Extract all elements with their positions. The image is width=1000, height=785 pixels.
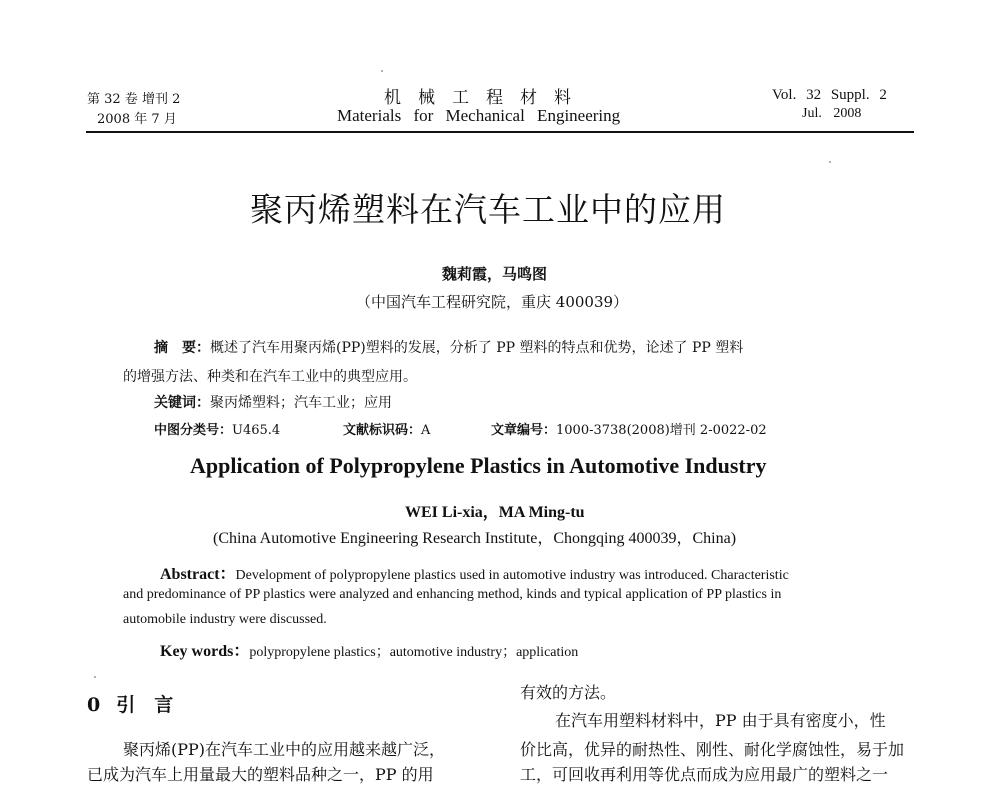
- body-right-line4: 工，可回收再利用等优点而成为应用最广的塑料之一: [520, 765, 889, 784]
- clc-value: U465.4: [232, 423, 281, 438]
- scan-speck: [829, 161, 831, 163]
- body-right-line1: 有效的方法。: [520, 683, 617, 702]
- keywords-cn-label: 关键词：: [154, 395, 210, 411]
- clc-label: 中图分类号：: [154, 423, 233, 438]
- keywords-en-label: Key words：: [160, 643, 250, 660]
- keywords-cn: [154, 392, 392, 412]
- classification-line: [154, 419, 767, 438]
- abstract-en-line1: [160, 561, 789, 584]
- date-en: Jul. 2008: [802, 106, 862, 121]
- volume-issue-en: Vol. 32 Suppl. 2: [772, 87, 887, 103]
- article-no-label: 文章编号：: [491, 423, 557, 438]
- doc-code-field: [343, 419, 491, 438]
- journal-title-cn: 机械工程材料: [384, 88, 588, 108]
- scan-speck: [94, 676, 96, 678]
- abstract-cn-line2: 的增强方法、种类和在汽车工业中的典型应用。: [123, 369, 417, 385]
- scan-speck: [381, 70, 383, 72]
- section-heading: [87, 690, 189, 717]
- doc-code-value: A: [421, 423, 431, 438]
- body-left-line1: 聚丙烯(PP)在汽车工业中的应用越来越广泛，: [123, 740, 446, 759]
- authors-cn: 魏莉霞，马鸣图: [442, 265, 548, 283]
- body-right-line2: 在汽车用塑料材料中，PP 由于具有密度小，性: [555, 711, 886, 730]
- paper-title-cn: 聚丙烯塑料在汽车工业中的应用: [250, 190, 726, 229]
- header-rule: [86, 131, 914, 133]
- affiliation-en: (China Automotive Engineering Research Institute，Chongqing 400039，China): [213, 530, 737, 547]
- abstract-en-label: Abstract：: [160, 566, 236, 583]
- clc-field: [154, 419, 343, 438]
- body-left-line2: 已成为汽车上用量最大的塑料品种之一，PP 的用: [87, 765, 434, 784]
- abstract-cn-text-1: 概述了汽车用聚丙烯(PP)塑料的发展，分析了 PP 塑料的特点和优势，论述了 PP 塑料: [210, 340, 744, 356]
- doc-code-label: 文献标识码：: [343, 423, 422, 438]
- keywords-en: [160, 638, 578, 661]
- volume-issue-cn: 第 32 卷 增刊 2: [87, 92, 181, 107]
- abstract-en-line2: and predominance of PP plastics were analyzed and enhancing method, kinds and typical application of PP plastics in: [123, 587, 782, 602]
- article-no-value: 1000-3738(2008)增刊 2-0022-02: [556, 423, 767, 438]
- journal-title-en: Materials for Mechanical Engineering: [337, 106, 621, 125]
- section-number: 0: [87, 694, 101, 716]
- abstract-en-line3: automobile industry were discussed.: [123, 612, 327, 627]
- paper-title-en: Application of Polypropylene Plastics in Automotive Industry: [190, 453, 767, 478]
- article-no-field: [491, 419, 767, 438]
- authors-en: WEI Li-xia，MA Ming-tu: [405, 504, 585, 521]
- date-cn: 2008 年 7 月: [97, 112, 177, 127]
- section-title: 引 言: [116, 694, 174, 716]
- abstract-cn-label: 摘 要：: [154, 340, 210, 356]
- abstract-en-text-1: Development of polypropylene plastics used in automotive industry was introduced. Characteristic: [235, 568, 789, 583]
- body-right-line3: 价比高，优异的耐热性、刚性、耐化学腐蚀性，易于加: [520, 740, 905, 759]
- keywords-cn-text: 聚丙烯塑料；汽车工业；应用: [210, 395, 392, 411]
- affiliation-cn: （中国汽车工程研究院，重庆 400039）: [356, 293, 629, 311]
- keywords-en-text: polypropylene plastics；automotive industry；application: [249, 645, 579, 660]
- abstract-cn-line1: [154, 337, 743, 357]
